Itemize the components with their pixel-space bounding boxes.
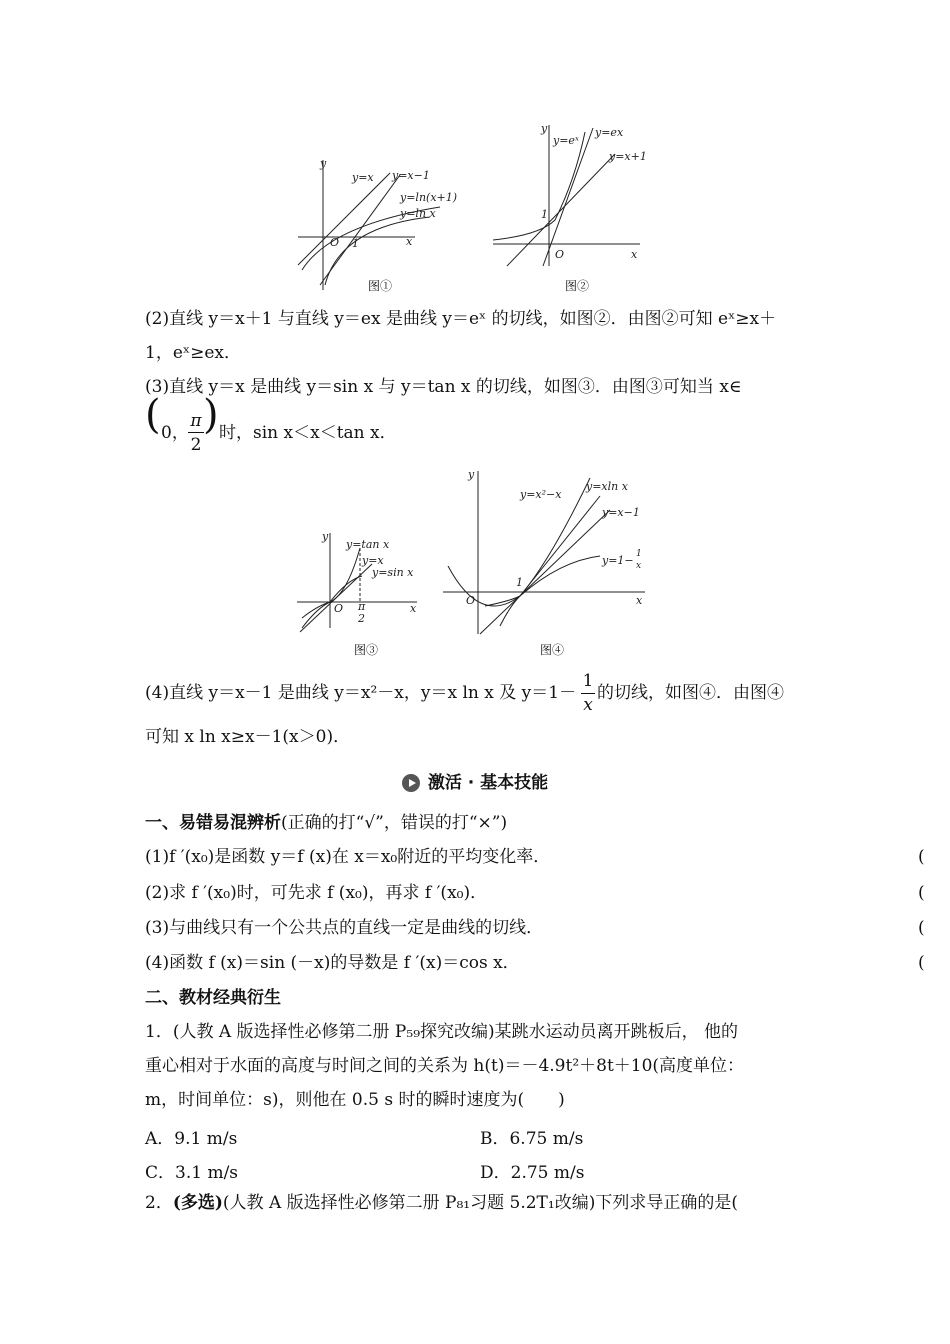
part1-item-3: (3)与曲线只有一个公共点的直线一定是曲线的切线．	[145, 918, 544, 938]
fig3-label-2: 2	[358, 612, 365, 625]
figure-4	[440, 466, 655, 636]
question-1-line-3: m，时间单位：s)，则他在 0.5 s 时的瞬时速度为( )	[145, 1090, 565, 1110]
part1-item-1: (1)f ′(x₀)是函数 y＝f (x)在 x＝x₀附近的平均变化率．	[145, 847, 551, 867]
fig2-label-y: y	[541, 122, 548, 135]
question-2-number: 2．	[145, 1193, 173, 1213]
question-2	[145, 1192, 738, 1214]
question-1-line-1: 1．(人教 A 版选择性必修第二册 P₅₉探究改编)某跳水运动员离开跳板后， 他的	[145, 1022, 739, 1042]
play-icon	[402, 774, 420, 792]
fig3-label-tan: y=tan x	[346, 538, 390, 551]
fig4-label-1over: y=1−	[602, 554, 634, 567]
fig2-label-eex: y=ex	[595, 126, 624, 139]
para-4-frac-den: x	[583, 695, 593, 715]
fig3-label-y: y	[322, 530, 329, 543]
fig3-label-o: O	[334, 602, 344, 615]
fig4-label-x1: y=x−1	[602, 506, 640, 519]
option-d[interactable]: D．2.75 m/s	[480, 1163, 585, 1183]
fig4-label-den: x	[636, 561, 642, 571]
para-2-line-1: (2)直线 y＝x＋1 与直线 y＝ex 是曲线 y＝eˣ 的切线，如图②．由图②可知 eˣ≥x＋	[145, 309, 777, 329]
part1-heading	[145, 812, 507, 834]
fig1-label-y: y	[320, 157, 327, 170]
para-4-line-2: 可知 x ln x≥x－1(x＞0)．	[145, 727, 351, 747]
figure-3	[292, 528, 427, 633]
fig2-label-1: 1	[541, 208, 548, 221]
option-b[interactable]: B．6.75 m/s	[480, 1129, 584, 1149]
question-1-line-2: 重心相对于水面的高度与时间之间的关系为 h(t)＝－4.9t²＋8t＋10(高度单位：	[145, 1056, 745, 1076]
fig3-label-xaxis: x	[410, 602, 417, 615]
fig4-label-num: 1	[636, 549, 642, 559]
interval-end-text: 时，sin x＜x＜tan x．	[219, 423, 397, 443]
part1-item-4: (4)函数 f (x)＝sin (－x)的导数是 f ′(x)＝cos x．	[145, 953, 520, 973]
figure-1-caption: 图①	[368, 279, 393, 293]
para-4-pre: (4)直线 y＝x－1 是曲线 y＝x²－x，y＝x ln x 及 y＝1－	[145, 683, 577, 703]
answer-paren-3: (	[918, 918, 925, 938]
fig1-label-1: 1	[352, 237, 359, 250]
fig1-label-yx: y=x	[352, 171, 374, 184]
pi-denominator: 2	[190, 435, 202, 455]
figure-1	[290, 155, 470, 295]
fig4-label-x2x: y=x²−x	[520, 488, 562, 501]
fig2-label-x: x	[631, 248, 638, 261]
part2-heading: 二、教材经典衍生	[145, 988, 281, 1008]
right-paren: )	[203, 392, 219, 438]
question-2-text: (人教 A 版选择性必修第二册 P₈₁习题 5.2T₁改编)下列求导正确的是(	[222, 1193, 738, 1213]
para-2-line-2: 1，eˣ≥ex．	[145, 343, 241, 363]
fig2-label-o: O	[555, 248, 565, 261]
interval-start: 0，	[161, 423, 189, 443]
figure-2	[485, 120, 650, 270]
part1-heading-note: (正确的打“√”，错误的打“×”)	[281, 813, 508, 833]
fig2-label-ex: y=eˣ	[553, 134, 579, 147]
option-a[interactable]: A．9.1 m/s	[145, 1129, 238, 1149]
fig1-label-o: O	[330, 236, 340, 249]
fig1-label-x: x	[406, 235, 413, 248]
answer-paren-2: (	[918, 883, 925, 903]
para-4-frac-num: 1	[582, 671, 594, 691]
fig2-label-x1: y=x+1	[609, 150, 647, 163]
fig3-label-pi: π	[358, 600, 366, 613]
answer-paren-1: (	[918, 847, 925, 867]
section-title-text: 激活 · 基本技能	[427, 773, 549, 793]
figure-4-caption: 图④	[540, 643, 565, 657]
fig3-label-sin: y=sin x	[372, 566, 414, 579]
part1-heading-title: 一、易错易混辨析	[145, 813, 281, 833]
para-3-line-1: (3)直线 y＝x 是曲线 y＝sin x 与 y＝tan x 的切线，如图③．由图③可知当 x∈	[145, 377, 742, 397]
fig4-label-xlnx: y=xln x	[586, 480, 628, 493]
fraction-bar	[188, 432, 204, 433]
fig1-label-yx1: y=x−1	[392, 169, 430, 182]
fig4-label-xaxis: x	[636, 594, 643, 607]
part1-item-2: (2)求 f ′(x₀)时，可先求 f (x₀)，再求 f ′(x₀)．	[145, 883, 488, 903]
option-c[interactable]: C．3.1 m/s	[145, 1163, 239, 1183]
pi-numerator: π	[190, 411, 202, 431]
figure-2-caption: 图②	[565, 279, 590, 293]
fig4-label-y: y	[468, 468, 475, 481]
fig1-label-ln1: y=ln(x+1)	[400, 191, 458, 204]
answer-paren-4: (	[918, 953, 925, 973]
figure-3-caption: 图③	[354, 643, 379, 657]
fig3-label-x: y=x	[362, 554, 384, 567]
para-4-post: 的切线，如图④．由图④	[597, 683, 784, 703]
fig4-label-o: O	[466, 594, 476, 607]
question-2-multi-badge: (多选)	[172, 1193, 223, 1213]
fig1-label-lnx: y=ln x	[400, 207, 436, 220]
left-paren: (	[145, 392, 161, 438]
fig4-label-1: 1	[516, 576, 523, 589]
section-title	[0, 768, 950, 793]
